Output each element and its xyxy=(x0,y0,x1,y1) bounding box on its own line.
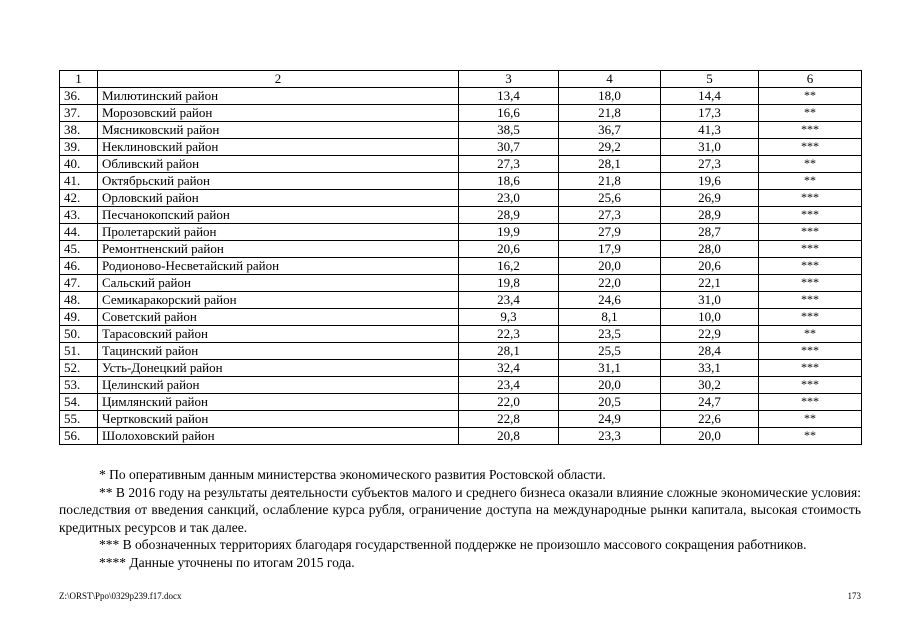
value-col4: 20,0 xyxy=(559,377,661,394)
table-row xyxy=(60,275,862,292)
footnote-mark: ** xyxy=(759,428,862,445)
district-name: Октябрьский район xyxy=(98,173,459,190)
value-col4: 21,8 xyxy=(559,105,661,122)
row-number: 54. xyxy=(60,394,98,411)
table-row xyxy=(60,428,862,445)
district-name: Мясниковский район xyxy=(98,122,459,139)
row-number: 50. xyxy=(60,326,98,343)
value-col3: 18,6 xyxy=(459,173,559,190)
value-col4: 29,2 xyxy=(559,139,661,156)
row-number: 38. xyxy=(60,122,98,139)
value-col5: 28,7 xyxy=(661,224,759,241)
row-number: 55. xyxy=(60,411,98,428)
footnote-mark: ** xyxy=(759,326,862,343)
value-col5: 30,2 xyxy=(661,377,759,394)
value-col5: 22,1 xyxy=(661,275,759,292)
row-number: 37. xyxy=(60,105,98,122)
table-body xyxy=(60,71,862,445)
district-name: Семикаракорский район xyxy=(98,292,459,309)
footnote-mark: *** xyxy=(759,343,862,360)
footnote-mark: ** xyxy=(759,105,862,122)
value-col4: 23,5 xyxy=(559,326,661,343)
table-row xyxy=(60,190,862,207)
value-col4: 25,5 xyxy=(559,343,661,360)
value-col4: 27,3 xyxy=(559,207,661,224)
footnote: **** Данные уточнены по итогам 2015 года. xyxy=(99,554,355,570)
district-name: Советский район xyxy=(98,309,459,326)
row-number: 56. xyxy=(60,428,98,445)
value-col5: 33,1 xyxy=(661,360,759,377)
district-name: Родионово-Несветайский район xyxy=(98,258,459,275)
table-row xyxy=(60,241,862,258)
row-number: 44. xyxy=(60,224,98,241)
value-col3: 16,6 xyxy=(459,105,559,122)
footnote-mark: *** xyxy=(759,207,862,224)
value-col4: 22,0 xyxy=(559,275,661,292)
footnote-mark: *** xyxy=(759,309,862,326)
table-row xyxy=(60,207,862,224)
column-header: 5 xyxy=(661,71,759,88)
district-name: Усть-Донецкий район xyxy=(98,360,459,377)
value-col3: 28,1 xyxy=(459,343,559,360)
value-col5: 31,0 xyxy=(661,292,759,309)
district-name: Песчанокопский район xyxy=(98,207,459,224)
footnotes xyxy=(59,466,861,571)
row-number: 52. xyxy=(60,360,98,377)
row-number: 43. xyxy=(60,207,98,224)
value-col5: 22,6 xyxy=(661,411,759,428)
value-col3: 22,0 xyxy=(459,394,559,411)
footnote-mark: ** xyxy=(759,156,862,173)
value-col4: 25,6 xyxy=(559,190,661,207)
page-number: 173 xyxy=(847,591,861,601)
district-name: Цимлянский район xyxy=(98,394,459,411)
footnote-mark: *** xyxy=(759,292,862,309)
district-name: Милютинский район xyxy=(98,88,459,105)
value-col4: 24,6 xyxy=(559,292,661,309)
value-col4: 31,1 xyxy=(559,360,661,377)
value-col3: 13,4 xyxy=(459,88,559,105)
value-col3: 32,4 xyxy=(459,360,559,377)
value-col3: 28,9 xyxy=(459,207,559,224)
row-number: 40. xyxy=(60,156,98,173)
footnote-mark: ** xyxy=(759,411,862,428)
row-number: 39. xyxy=(60,139,98,156)
district-name: Морозовский район xyxy=(98,105,459,122)
value-col5: 24,7 xyxy=(661,394,759,411)
row-number: 49. xyxy=(60,309,98,326)
column-header: 1 xyxy=(60,71,98,88)
value-col5: 28,0 xyxy=(661,241,759,258)
district-name: Обливский район xyxy=(98,156,459,173)
value-col3: 16,2 xyxy=(459,258,559,275)
footnote-mark: *** xyxy=(759,377,862,394)
value-col4: 17,9 xyxy=(559,241,661,258)
footnote: *** В обозначенных территориях благодаря государственной поддержке не произошло массового сокращения работников. xyxy=(99,537,807,552)
table-row xyxy=(60,343,862,360)
file-path: Z:\ORST\Ppo\0329p239.f17.docx xyxy=(59,591,182,601)
table-row xyxy=(60,139,862,156)
table-row xyxy=(60,360,862,377)
district-name: Целинский район xyxy=(98,377,459,394)
value-col5: 10,0 xyxy=(661,309,759,326)
row-number: 48. xyxy=(60,292,98,309)
column-header: 6 xyxy=(759,71,862,88)
value-col4: 23,3 xyxy=(559,428,661,445)
value-col5: 19,6 xyxy=(661,173,759,190)
value-col3: 30,7 xyxy=(459,139,559,156)
table-row xyxy=(60,394,862,411)
value-col4: 20,0 xyxy=(559,258,661,275)
district-name: Неклиновский район xyxy=(98,139,459,156)
value-col4: 36,7 xyxy=(559,122,661,139)
row-number: 53. xyxy=(60,377,98,394)
district-name: Тацинский район xyxy=(98,343,459,360)
footnote: * По оперативным данным министерства экономического развития Ростовской области. xyxy=(99,467,606,482)
table-row xyxy=(60,156,862,173)
footnote-mark: *** xyxy=(759,394,862,411)
table-row xyxy=(60,122,862,139)
value-col3: 23,4 xyxy=(459,292,559,309)
value-col4: 20,5 xyxy=(559,394,661,411)
value-col3: 19,8 xyxy=(459,275,559,292)
footnote-mark: *** xyxy=(759,258,862,275)
footnote-mark: *** xyxy=(759,241,862,258)
district-name: Тарасовский район xyxy=(98,326,459,343)
column-header: 4 xyxy=(559,71,661,88)
value-col4: 18,0 xyxy=(559,88,661,105)
value-col5: 22,9 xyxy=(661,326,759,343)
table-row xyxy=(60,105,862,122)
table-row xyxy=(60,411,862,428)
value-col5: 28,9 xyxy=(661,207,759,224)
value-col5: 26,9 xyxy=(661,190,759,207)
value-col3: 27,3 xyxy=(459,156,559,173)
value-col5: 20,6 xyxy=(661,258,759,275)
row-number: 47. xyxy=(60,275,98,292)
value-col3: 38,5 xyxy=(459,122,559,139)
district-name: Пролетарский район xyxy=(98,224,459,241)
table-row xyxy=(60,309,862,326)
column-header: 2 xyxy=(98,71,459,88)
footnote-mark: ** xyxy=(759,88,862,105)
value-col5: 14,4 xyxy=(661,88,759,105)
districts-table xyxy=(59,70,862,445)
row-number: 42. xyxy=(60,190,98,207)
value-col4: 21,8 xyxy=(559,173,661,190)
footnote-mark: *** xyxy=(759,122,862,139)
footnote-mark: *** xyxy=(759,224,862,241)
table-row xyxy=(60,224,862,241)
row-number: 51. xyxy=(60,343,98,360)
value-col5: 17,3 xyxy=(661,105,759,122)
value-col5: 28,4 xyxy=(661,343,759,360)
column-header: 3 xyxy=(459,71,559,88)
district-name: Чертковский район xyxy=(98,411,459,428)
value-col5: 41,3 xyxy=(661,122,759,139)
value-col5: 20,0 xyxy=(661,428,759,445)
value-col3: 22,8 xyxy=(459,411,559,428)
value-col3: 23,0 xyxy=(459,190,559,207)
table-row xyxy=(60,377,862,394)
footnote-mark: ** xyxy=(759,173,862,190)
value-col5: 27,3 xyxy=(661,156,759,173)
footnote-mark: *** xyxy=(759,275,862,292)
district-name: Шолоховский район xyxy=(98,428,459,445)
value-col3: 23,4 xyxy=(459,377,559,394)
value-col3: 9,3 xyxy=(459,309,559,326)
district-name: Орловский район xyxy=(98,190,459,207)
footnote-mark: *** xyxy=(759,190,862,207)
value-col3: 22,3 xyxy=(459,326,559,343)
district-name: Ремонтненский район xyxy=(98,241,459,258)
table-row xyxy=(60,326,862,343)
value-col3: 19,9 xyxy=(459,224,559,241)
row-number: 36. xyxy=(60,88,98,105)
table-row xyxy=(60,292,862,309)
footnote-mark: *** xyxy=(759,360,862,377)
table-row xyxy=(60,88,862,105)
value-col5: 31,0 xyxy=(661,139,759,156)
value-col4: 28,1 xyxy=(559,156,661,173)
row-number: 45. xyxy=(60,241,98,258)
row-number: 46. xyxy=(60,258,98,275)
value-col3: 20,6 xyxy=(459,241,559,258)
table-row xyxy=(60,173,862,190)
footnote-mark: *** xyxy=(759,139,862,156)
district-name: Сальский район xyxy=(98,275,459,292)
value-col3: 20,8 xyxy=(459,428,559,445)
row-number: 41. xyxy=(60,173,98,190)
footnote: ** В 2016 году на результаты деятельности субъектов малого и среднего бизнеса оказали влияние сложные экономические условия: последствия от введения санкций, ослабление курса рубля, ограничение доступа на международные рынки капитала, высокая стоимость кредитных ресурсов и так далее. xyxy=(59,484,861,535)
table-header-row xyxy=(60,71,862,88)
value-col4: 24,9 xyxy=(559,411,661,428)
value-col4: 27,9 xyxy=(559,224,661,241)
table-row xyxy=(60,258,862,275)
value-col4: 8,1 xyxy=(559,309,661,326)
